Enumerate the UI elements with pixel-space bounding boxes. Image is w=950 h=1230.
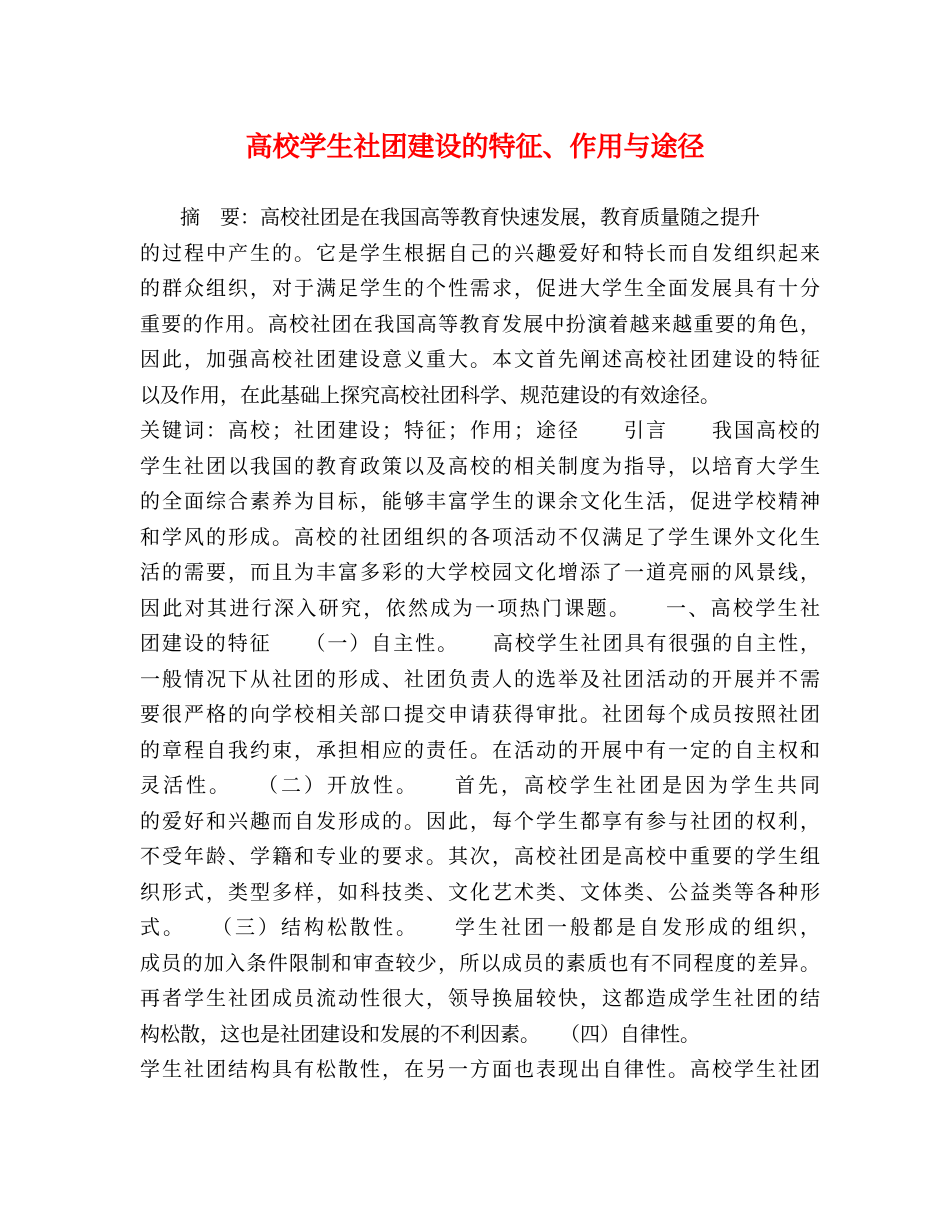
body-line: 构松散，这也是社团建设和发展的不利因素。 （四）自律性。: [140, 1021, 700, 1046]
body-line: 的爱好和兴趣而自发形成的。因此，每个学生都享有参与社团的权利，: [140, 808, 820, 833]
body-line: 织形式，类型多样，如科技类、文化艺术类、文体类、公益类等各种形: [140, 879, 820, 904]
body-line: 因此，加强高校社团建设意义重大。本文首先阐述高校社团建设的特征: [140, 347, 820, 371]
body-line: 不受年龄、学籍和专业的要求。其次，高校社团是高校中重要的学生组: [140, 844, 820, 868]
body-line: 的章程自我约束，承担相应的责任。在活动的开展中有一定的自主权和: [140, 737, 820, 762]
body-line: 的全面综合素养为目标，能够丰富学生的课余文化生活，促进学校精神: [140, 489, 820, 513]
body-line: 再者学生社团成员流动性很大，领导换届较快，这都造成学生社团的结: [140, 986, 820, 1010]
body-line: 重要的作用。高校社团在我国高等教育发展中扮演着越来越重要的角色，: [140, 311, 820, 336]
document-body: [140, 200, 820, 1088]
body-line: 要很严格的向学校相关部口提交申请获得审批。社团每个成员按照社团: [140, 702, 820, 726]
body-line: 的群众组织，对于满足学生的个性需求，促进大学生全面发展具有十分: [140, 276, 820, 300]
body-line: 团建设的特征 （一）自主性。 高校学生社团具有很强的自主性，: [140, 631, 820, 655]
body-line: 活的需要，而且为丰富多彩的大学校园文化增添了一道亮丽的风景线，: [140, 560, 820, 584]
body-line: 学生社团结构具有松散性，在另一方面也表现出自律性。高校学生社团: [140, 1057, 820, 1081]
body-line: 灵活性。 （二）开放性。 首先，高校学生社团是因为学生共同: [140, 773, 820, 797]
body-line: 一般情况下从社团的形成、社团负责人的选举及社团活动的开展并不需: [140, 666, 820, 691]
document-title: 高校学生社团建设的特征、作用与途径: [245, 132, 705, 163]
body-line: 以及作用，在此基础上探究高校社团科学、规范建设的有效途径。: [140, 382, 720, 407]
body-line: 成员的加入条件限制和审查较少，所以成员的素质也有不同程度的差异。: [140, 950, 820, 975]
body-line: 因此对其进行深入研究，依然成为一项热门课题。 一、高校学生社: [140, 595, 820, 620]
body-line: 学生社团以我国的教育政策以及高校的相关制度为指导，以培育大学生: [140, 453, 820, 478]
body-line: 关键词：高校；社团建设；特征；作用；途径 引言 我国高校的: [140, 418, 820, 442]
body-line: 摘 要：高校社团是在我国高等教育快速发展，教育质量随之提升: [180, 205, 760, 229]
body-line: 的过程中产生的。它是学生根据自己的兴趣爱好和特长而自发组织起来: [140, 240, 820, 265]
body-line: 和学风的形成。高校的社团组织的各项活动不仅满足了学生课外文化生: [140, 524, 820, 549]
body-line: 式。 （三）结构松散性。 学生社团一般都是自发形成的组织，: [140, 915, 820, 939]
